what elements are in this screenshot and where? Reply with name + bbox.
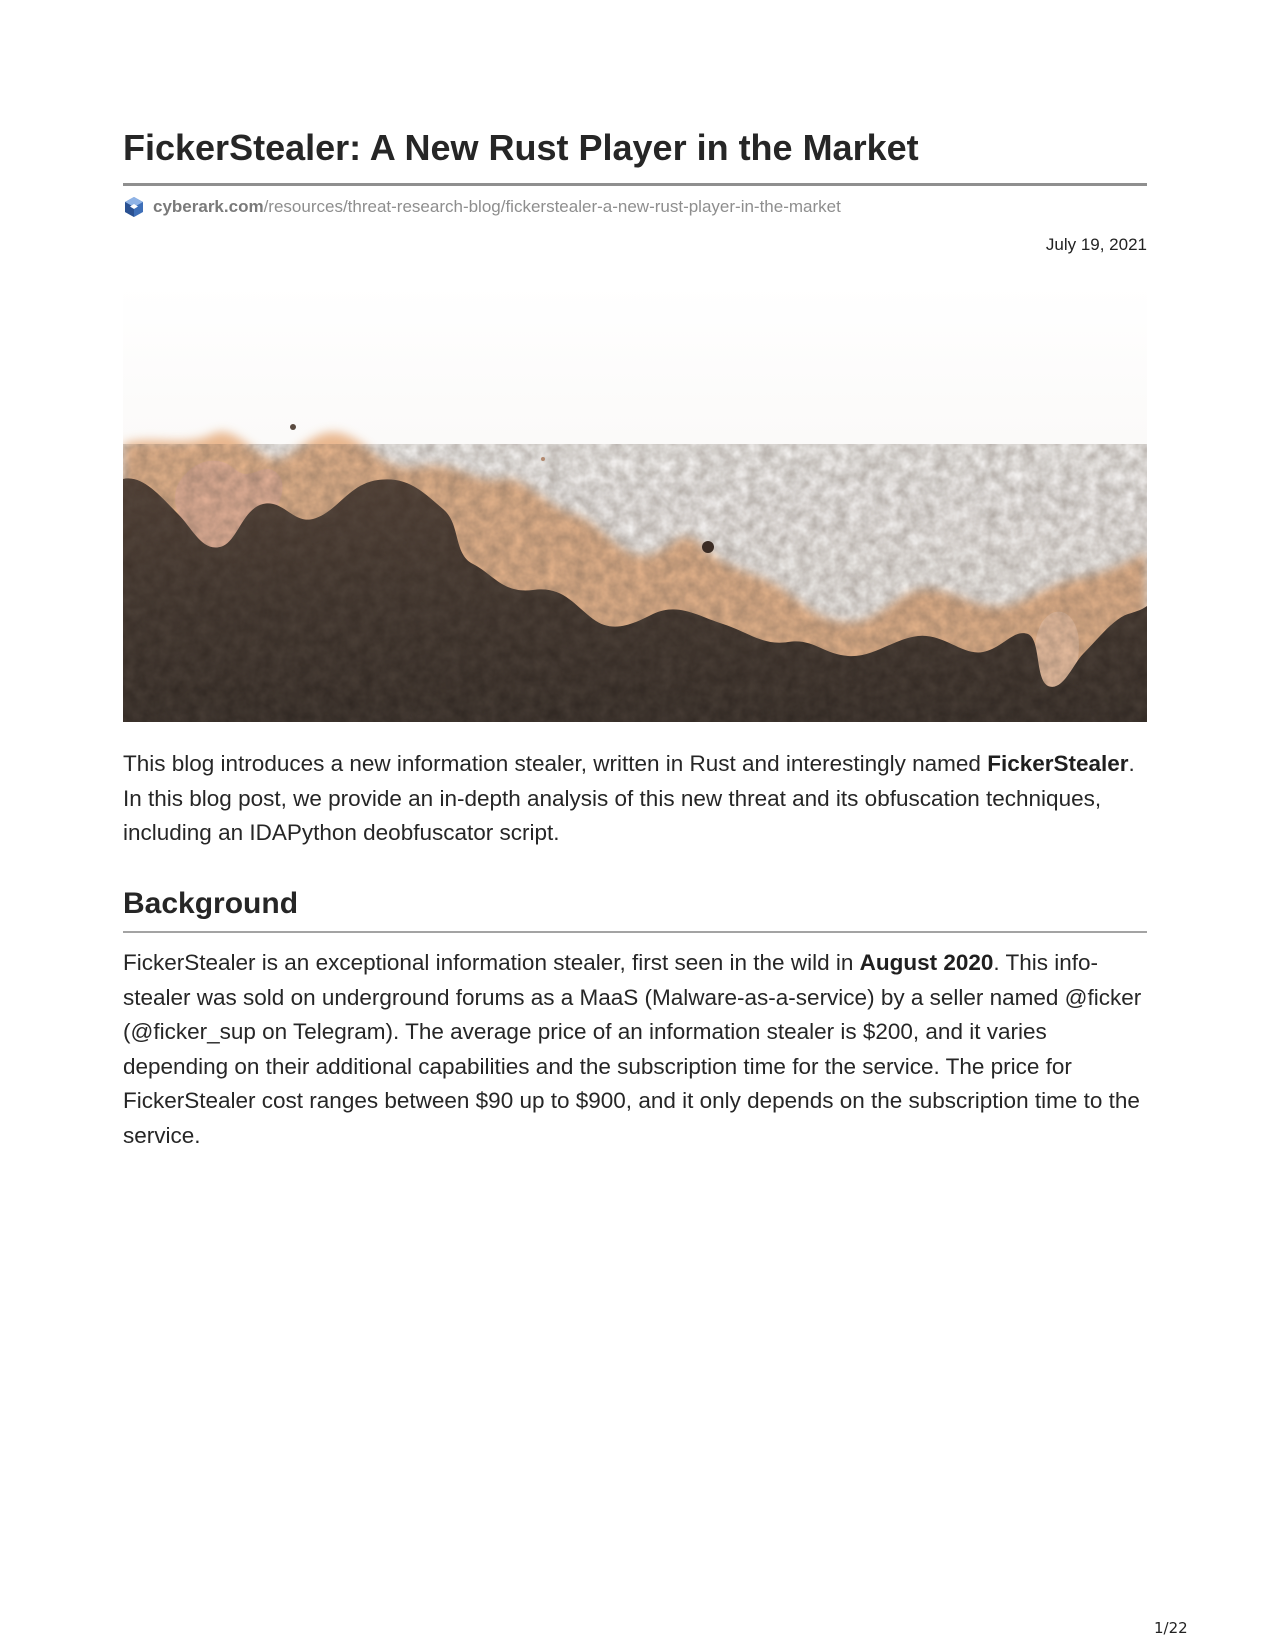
intro-text-1: This blog introduces a new information stealer, written in Rust and interestingly named <box>123 751 988 776</box>
intro-bold-name: FickerStealer <box>987 751 1129 776</box>
cyberark-logo-icon <box>123 196 145 218</box>
intro-text-2: . In this blog post, we provide an in-depth analysis of this new threat and its obfuscation techniques, including an IDAPython deobfuscator script. <box>123 751 1135 845</box>
source-link[interactable] <box>123 195 841 219</box>
background-divider <box>123 931 1147 933</box>
publish-date: July 19, 2021 <box>1045 235 1147 254</box>
page-title: FickerStealer: A New Rust Player in the Market <box>123 127 919 168</box>
background-text-2: . This info-stealer was sold on underground forums as a MaaS (Malware-as-a-service) by a seller named @ficker (@ficker_sup on Telegram). The average price of an information stealer is $200, and it varies depending on their additional capabilities and the subscription time for the service. The price for FickerStealer cost ranges between $90 up to $900, and it only depends on the subscription time to the service. <box>123 950 1142 1148</box>
background-text-1: FickerStealer is an exceptional information stealer, first seen in the wild in <box>123 950 860 975</box>
background-bold-date: August 2020 <box>859 950 994 975</box>
background-paragraph <box>123 946 1147 1153</box>
background-heading: Background <box>123 887 299 920</box>
page-number: 1/22 <box>1154 1619 1188 1637</box>
source-path[interactable]: /resources/threat-research-blog/fickerstealer-a-new-rust-player-in-the-market <box>263 197 841 216</box>
document-page <box>123 0 1147 1650</box>
title-divider <box>123 183 1147 186</box>
rusted-metal-surface-photo <box>123 284 1147 722</box>
source-domain[interactable]: cyberark.com <box>153 197 264 216</box>
intro-paragraph <box>123 747 1147 851</box>
